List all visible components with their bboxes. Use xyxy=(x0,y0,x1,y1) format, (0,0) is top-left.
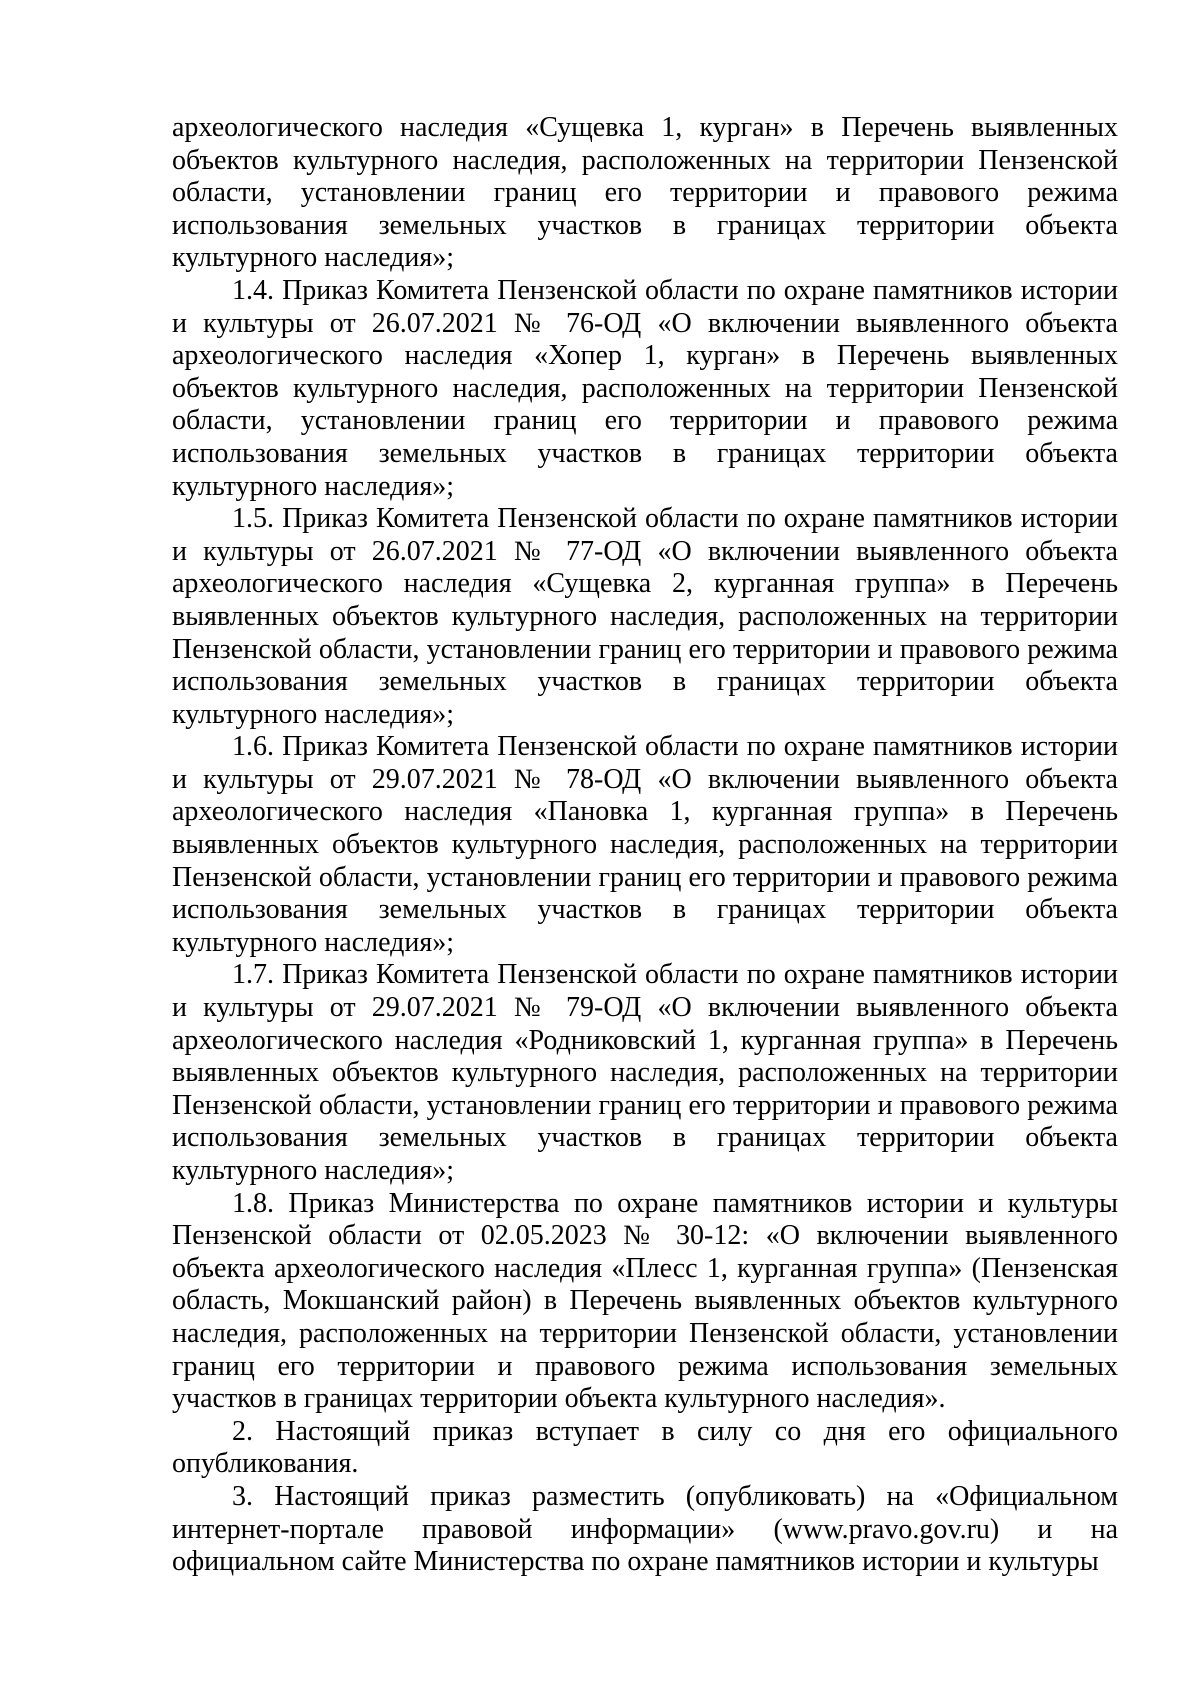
paragraph-continuation: археологического наследия «Сущевка 1, курган» в Перечень выявленных объектов культурного наследия, расположенных на территории Пензенской области, установлении границ его территории и правового режима использования земельных участков в границах территории объекта культурного наследия»; xyxy=(172,112,1118,274)
paragraph-item-1-6: 1.6. Приказ Комитета Пензенской области по охране памятников истории и культуры от 29.07.2021 № 78-ОД «О включении выявленного объекта археологического наследия «Пановка 1, курганная группа» в Перечень выявленных объектов культурного наследия, расположенных на территории Пензенской области, установлении границ его территории и правового режима использования земельных участков в границах территории объекта культурного наследия»; xyxy=(172,731,1118,958)
paragraph-item-1-8: 1.8. Приказ Министерства по охране памятников истории и культуры Пензенской области от 02.05.2023 № 30-12: «О включении выявленного объекта археологического наследия «Плесс 1, курганная группа» (Пензенская область, Мокшанский район) в Перечень выявленных объектов культурного наследия, расположенных на территории Пензенской области, установлении границ его территории и правового режима использования земельных участков в границах территории объекта культурного наследия». xyxy=(172,1187,1118,1415)
paragraph-item-2: 2. Настоящий приказ вступает в силу со дня его официального опубликования. xyxy=(172,1415,1118,1480)
paragraph-item-1-5: 1.5. Приказ Комитета Пензенской области по охране памятников истории и культуры от 26.07.2021 № 77-ОД «О включении выявленного объекта археологического наследия «Сущевка 2, курганная группа» в Перечень выявленных объектов культурного наследия, расположенных на территории Пензенской области, установлении границ его территории и правового режима использования земельных участков в границах территории объекта культурного наследия»; xyxy=(172,503,1118,730)
paragraph-item-1-4: 1.4. Приказ Комитета Пензенской области по охране памятников истории и культуры от 26.07.2021 № 76-ОД «О включении выявленного объекта археологического наследия «Хопер 1, курган» в Перечень выявленных объектов культурного наследия, расположенных на территории Пензенской области, установлении границ его территории и правового режима использования земельных участков в границах территории объекта культурного наследия»; xyxy=(172,274,1118,502)
paragraph-item-3: 3. Настоящий приказ разместить (опубликовать) на «Официальном интернет-портале правовой информации» (www.pravo.gov.ru) и на официальном сайте Министерства по охране памятников истории и культуры xyxy=(172,1480,1118,1578)
document-page xyxy=(172,112,1118,1579)
paragraph-item-1-7: 1.7. Приказ Комитета Пензенской области по охране памятников истории и культуры от 29.07.2021 № 79-ОД «О включении выявленного объекта археологического наследия «Родниковский 1, курганная группа» в Перечень выявленных объектов культурного наследия, расположенных на территории Пензенской области, установлении границ его территории и правового режима использования земельных участков в границах территории объекта культурного наследия»; xyxy=(172,959,1118,1186)
